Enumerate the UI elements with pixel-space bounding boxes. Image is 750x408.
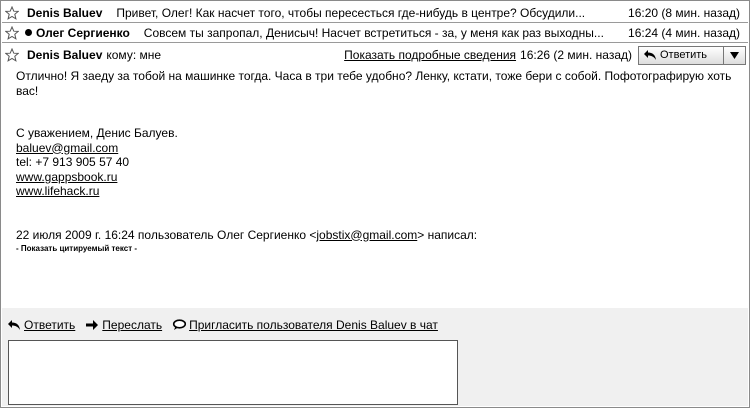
signature-greeting: С уважением, Денис Балуев.: [16, 126, 178, 140]
message-time: 16:24 (4 мин. назад): [628, 25, 740, 40]
more-options-button[interactable]: [724, 46, 746, 65]
reply-button-label: Ответить: [660, 49, 708, 61]
quote-header: [16, 228, 736, 243]
signature-site-link-2[interactable]: www.lifehack.ru: [16, 184, 100, 198]
message-text: Отлично! Я заеду за тобой на машинке тогда. Часа в три тебе удобно? Ленку, кстати, тоже бери с собой. Пофотографирую хоть вас!: [16, 69, 732, 98]
quote-email-link[interactable]: jobstix@gmail.com: [316, 227, 418, 242]
dropdown-arrow-icon: [730, 52, 739, 59]
star-icon[interactable]: [5, 6, 19, 20]
chat-bubble-icon: [172, 319, 186, 331]
message-snippet: Совсем ты запропал, Денисыч! Насчет встретиться - за, у меня как раз выходны...: [143, 25, 604, 40]
recipient-text: кому: мне: [106, 48, 162, 62]
action-links: [7, 318, 448, 332]
show-quoted-text-link[interactable]: - Показать цитируемый текст -: [16, 244, 138, 253]
footer-forward-label: Переслать: [102, 318, 163, 332]
reply-arrow-icon: [643, 49, 657, 61]
reply-arrow-icon: [7, 319, 21, 331]
footer-invite-chat-link[interactable]: [172, 318, 438, 332]
message-sender: Олег Сергиенко: [36, 25, 130, 40]
quote-header-prefix: 22 июля 2009 г. 16:24 пользователь Олег Сергиенко <: [16, 227, 317, 242]
unread-dot-icon: [25, 29, 32, 36]
forward-arrow-icon: [85, 319, 99, 331]
signature-phone: tel: +7 913 905 57 40: [16, 155, 130, 169]
quick-reply-textarea[interactable]: [8, 340, 458, 405]
signature-site-link-1[interactable]: www.gappsbook.ru: [16, 169, 118, 184]
open-message-time: 16:26 (2 мин. назад): [520, 48, 632, 62]
footer-invite-label: Пригласить пользователя Denis Baluev в чат: [189, 318, 438, 332]
show-details-link[interactable]: Показать подробные сведения: [344, 48, 517, 62]
message-body: [16, 69, 736, 257]
reply-button[interactable]: [638, 46, 724, 65]
open-message-sender: Denis Baluev: [27, 48, 103, 62]
reply-footer: [2, 308, 748, 406]
message-sender: Denis Baluev: [27, 5, 103, 20]
star-icon[interactable]: [5, 26, 19, 40]
quote-header-suffix: > написал:: [417, 227, 478, 242]
signature-email-link[interactable]: baluev@gmail.com: [16, 140, 119, 155]
message-time: 16:20 (8 мин. назад): [628, 5, 740, 20]
footer-reply-label: Ответить: [24, 318, 76, 332]
message-snippet: Привет, Олег! Как насчет того, чтобы пересесться где-нибудь в центре? Обсудили...: [116, 5, 586, 20]
footer-forward-link[interactable]: [85, 318, 162, 332]
open-message-header: [2, 44, 748, 66]
collapsed-message-2[interactable]: [2, 23, 748, 43]
star-icon[interactable]: [5, 48, 19, 62]
collapsed-message-1[interactable]: [2, 3, 748, 23]
footer-reply-link[interactable]: [7, 318, 75, 332]
